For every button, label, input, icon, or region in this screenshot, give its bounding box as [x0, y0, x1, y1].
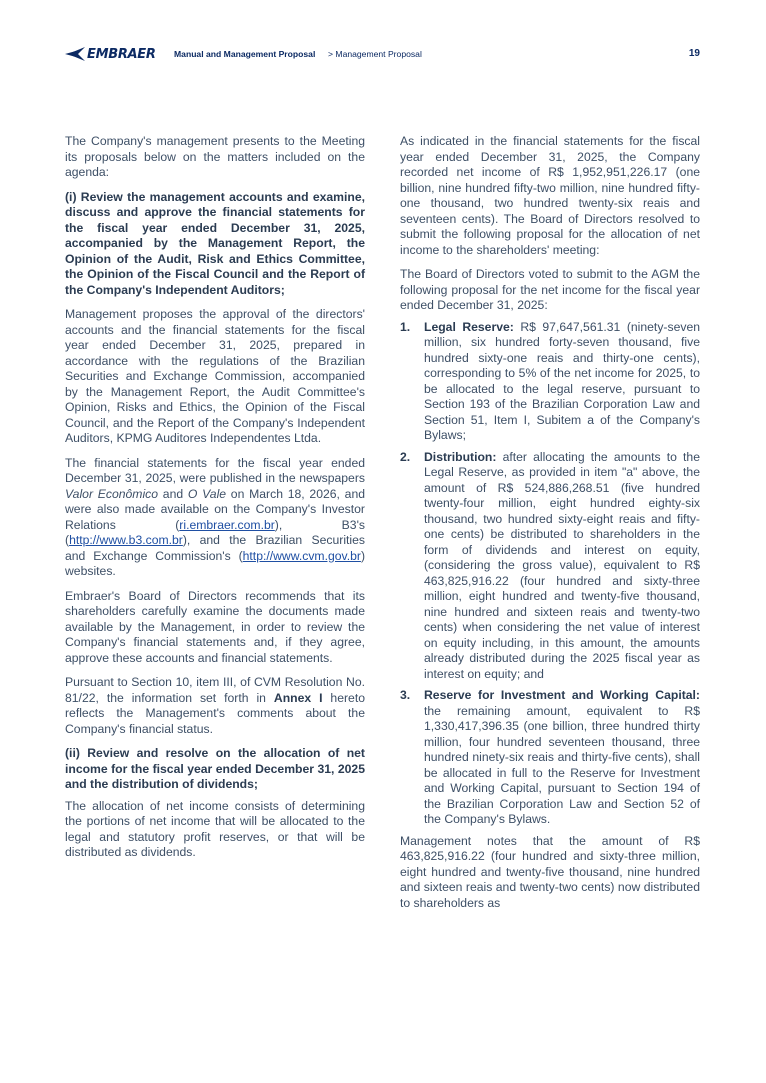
- embraer-wing-icon: [64, 46, 86, 62]
- ri-embraer-link[interactable]: ri.embraer.com.br: [179, 517, 275, 532]
- list-item: 3. Reserve for Investment and Working Capital: the remaining amount, equivalent to R$ 1,330,417,396.35 (one billion, three hundred thirty million, four hundred seventeen thousand, three hundred ninety-six reais and thirty-five cents), shall be allocated in full to the Reserve for Investment and Working Capital, pursuant to Section 194 of the Brazilian Corporation Law and Section 52 of the Company's Bylaws.: [400, 688, 700, 826]
- agenda-item-1-heading: (i) Review the management accounts and examine, discuss and approve the financial statements for the fiscal year ended December 31, 2025, accompanied by the Management Report, the Opinion of the Audit, Risk and Ethics Committee, the Opinion of the Fiscal Council and the Report of the Company's Independent Auditors;: [65, 189, 365, 297]
- header-subsection-title: > Management Proposal: [328, 49, 422, 59]
- right-column: [400, 134, 700, 920]
- net-income-paragraph: As indicated in the financial statements for the fiscal year ended December 31, 2025, the Company recorded net income of R$ 1,952,951,226.17 (one billion, nine hundred fifty-two million, nine hundred fifty-one thousand, two hundred twenty-six reais and seventeen cents). The Board of Directors resolved to submit the following proposal for the allocation of net income to the shareholders' meeting:: [400, 134, 700, 257]
- intro-paragraph: The Company's management presents to the Meeting its proposals below on the matters included on the agenda:: [65, 134, 365, 179]
- annex-reference: Annex I: [273, 690, 323, 705]
- board-recommendation-paragraph: Embraer's Board of Directors recommends that its shareholders carefully examine the documents made available by the Management, in order to review the Company's financial statements and, if they agree, approve these accounts and financial statements.: [65, 588, 365, 665]
- net-income-allocation-paragraph: The allocation of net income consists of determining the portions of net income that will be allocated to the legal and statutory profit reserves, or that will be distributed as dividends.: [65, 798, 365, 859]
- page-number: 19: [688, 48, 700, 59]
- b3-link[interactable]: http://www.b3.com.br: [69, 533, 183, 547]
- embraer-logo: [64, 46, 156, 62]
- agenda-item-2-heading: (ii) Review and resolve on the allocation of net income for the fiscal year ended December 31, 2025 and the distribution of dividends;: [65, 746, 365, 791]
- page-header: [64, 46, 704, 66]
- newspaper-o-vale: O Vale: [187, 486, 227, 501]
- publication-paragraph: The financial statements for the fiscal year ended December 31, 2025, were published in the newspapers Valor Econômico and O Vale on March 18, 2026, and were also made available on the Company's Investor Relations (ri.embraer.com.br), B3's (http://www.b3.com.br), and the Brazilian Securities and Exchange Commission's (http://www.cvm.gov.br) websites.: [65, 455, 365, 578]
- list-item: 1. Legal Reserve: R$ 97,647,561.31 (ninety-seven million, six hundred forty-seven thousand, five hundred sixty-one reais and thirty-one cents), corresponding to 5% of the net income for 2025, to be allocated to the legal reserve, pursuant to Section 193 of the Brazilian Corporation Law and Section 51, Item I, Subitem a of the Company's Bylaws;: [400, 319, 700, 442]
- header-section-title: Manual and Management Proposal: [174, 49, 316, 59]
- left-column: [65, 134, 365, 870]
- cvm-link[interactable]: http://www.cvm.gov.br: [242, 548, 361, 563]
- management-notes-paragraph: Management notes that the amount of R$ 463,825,916.22 (four hundred and sixty-three million, eight hundred and twenty-five thousand, nine hundred and sixteen reais and twenty-two cents) now distributed to shareholders as: [400, 833, 700, 910]
- accounts-approval-paragraph: Management proposes the approval of the directors' accounts and the financial statements for the fiscal year ended December 31, 2025, prepared in accordance with the regulations of the Brazilian Securities and Exchange Commission, accompanied by the Management Report, the Audit Committee's Opinion, Risks and Ethics, the Opinion of the Fiscal Council, and the Report of the Company's Independent Auditors, KPMG Auditores Independentes Ltda.: [65, 307, 365, 445]
- newspaper-valor: Valor Econômico: [65, 486, 159, 501]
- annex-paragraph: Pursuant to Section 10, item III, of CVM Resolution No. 81/22, the information set forth in Annex I hereto reflects the Management's comments about the Company's financial status.: [65, 675, 365, 736]
- list-item: 2. Distribution: after allocating the amounts to the Legal Reserve, as provided in item "a" above, the amount of R$ 524,886,268.51 (five hundred twenty-four million, eight hundred eighty-six thousand, two hundred sixty-eight reais and fifty-one cents) be distributed to shareholders in the form of dividends and interest on equity, (considering the gross value), equivalent to R$ 463,825,916.22 (four hundred and sixty-three million, eight hundred and twenty-five thousand, nine hundred and sixteen reais and twenty-two cents) when considering the net value of interest on equity including, in this amount, the amounts already distributed during the 2025 fiscal year as interest on equity; and: [400, 449, 700, 681]
- board-proposal-paragraph: The Board of Directors voted to submit to the AGM the following proposal for the net income for the fiscal year ended December 31, 2025:: [400, 267, 700, 312]
- allocation-list: [400, 320, 700, 828]
- logo-text: EMBRAER: [87, 46, 156, 62]
